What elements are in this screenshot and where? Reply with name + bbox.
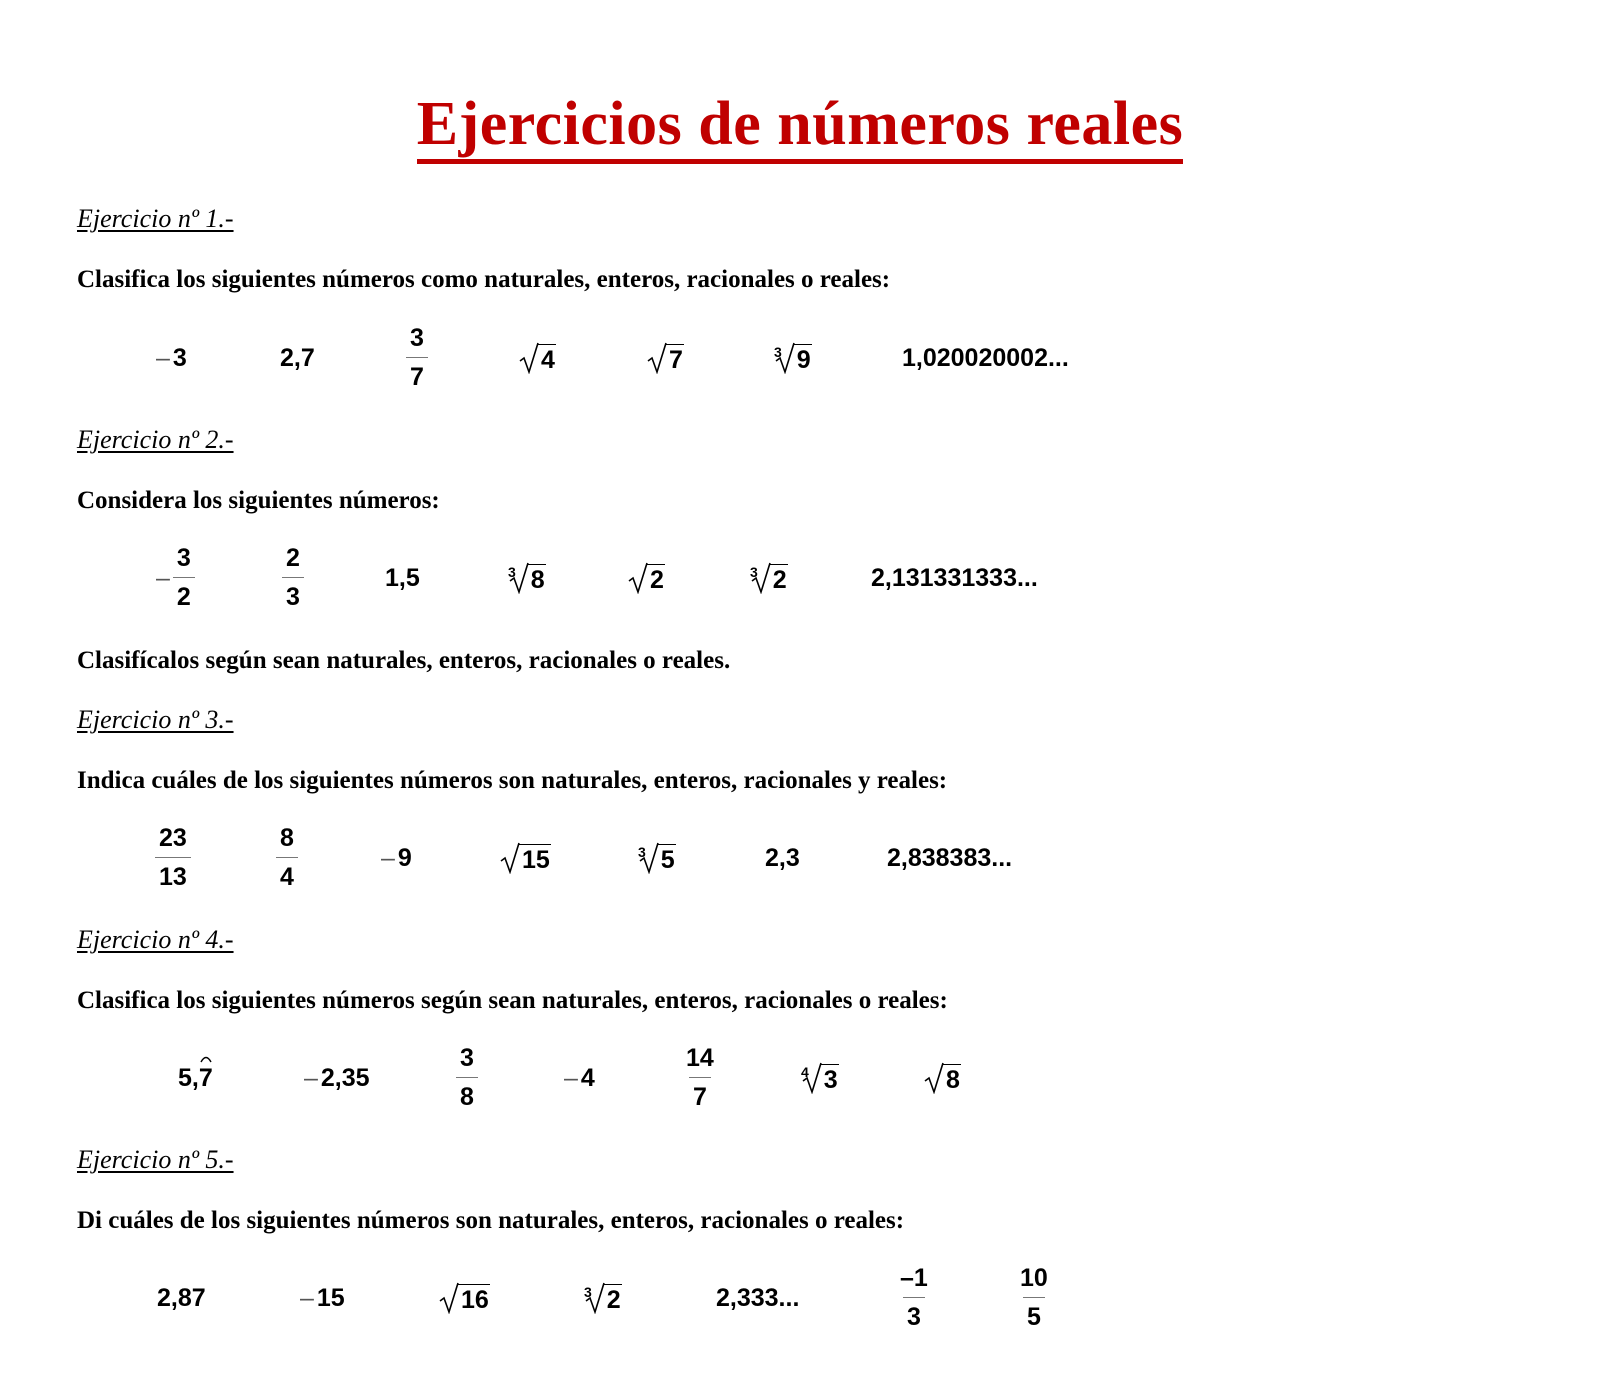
fraction-item	[155, 818, 191, 898]
minus-sign: –	[564, 1063, 578, 1092]
exercise-5-heading: Ejercicio nº 5.-	[77, 1145, 234, 1174]
radical-item	[584, 1258, 622, 1338]
radical-item	[500, 818, 551, 898]
fraction	[682, 1046, 718, 1110]
number-value: 9	[397, 843, 412, 872]
denominator: 7	[689, 1077, 711, 1110]
radicand: 16	[458, 1284, 490, 1313]
square-root	[924, 1062, 961, 1094]
denominator: 5	[1023, 1297, 1045, 1330]
exercise-3-instruction: Indica cuáles de los siguientes números son naturales, enteros, racionales y reales:	[77, 767, 948, 794]
denominator: 8	[456, 1077, 478, 1110]
root-index: 4	[801, 1064, 809, 1080]
exercise-4-heading: Ejercicio nº 4.-	[77, 925, 234, 954]
fraction	[276, 826, 298, 890]
fraction	[406, 326, 428, 390]
number-value: 2,35	[320, 1063, 370, 1092]
number-item	[887, 818, 1012, 898]
numerator: 8	[280, 824, 294, 852]
number-item	[178, 1038, 213, 1118]
number-item	[716, 1258, 799, 1338]
fraction	[173, 546, 195, 610]
radicand: 8	[528, 564, 546, 593]
square-root	[519, 342, 556, 374]
fraction-item	[276, 818, 298, 898]
radicand: 2	[770, 564, 788, 593]
number-item	[385, 538, 420, 618]
number-value: 2,3	[765, 843, 800, 872]
radical-sign-icon	[519, 342, 539, 374]
radical-item	[801, 1038, 839, 1118]
fraction	[282, 546, 304, 610]
number-value: 2,87	[157, 1283, 206, 1312]
exercise-1-numbers	[0, 318, 1600, 398]
numerator: 3	[176, 544, 191, 572]
minus-sign: –	[381, 843, 395, 872]
numerator: 3	[410, 324, 424, 352]
exercise-4-numbers	[0, 1038, 1600, 1118]
radicand: 15	[519, 844, 551, 873]
number-value: 2,838383...	[887, 843, 1013, 872]
numerator: 14	[686, 1044, 714, 1072]
number-value: 3	[172, 343, 187, 372]
page-title-text: Ejercicios de números reales	[417, 92, 1183, 164]
denominator: 4	[276, 857, 298, 890]
fraction-item	[1016, 1258, 1052, 1338]
number-value: 2,333...	[716, 1283, 800, 1312]
periodic-digit	[199, 1064, 213, 1093]
minus-sign: –	[300, 1283, 314, 1312]
fraction	[1016, 1266, 1052, 1330]
number-value: 1,5	[385, 563, 420, 592]
numerator: 23	[159, 824, 187, 852]
square-root	[628, 562, 665, 594]
root-index: 3	[774, 344, 782, 360]
number-value: 15	[316, 1283, 345, 1312]
cube-root	[584, 1282, 622, 1314]
square-root	[647, 342, 684, 374]
number-item	[280, 318, 315, 398]
radical-item	[924, 1038, 961, 1118]
radical-sign-icon	[439, 1282, 459, 1314]
numerator: –1	[900, 1264, 928, 1292]
radicand: 7	[666, 344, 684, 373]
number-value: 2,7	[280, 343, 315, 372]
exercise-1-instruction: Clasifica los siguientes números como naturales, enteros, racionales o reales:	[77, 266, 891, 293]
radicand: 2	[604, 1284, 622, 1313]
minus-sign: –	[156, 343, 170, 372]
radical-sign-icon	[647, 342, 667, 374]
radical-item	[647, 318, 684, 398]
radical-sign-icon	[628, 562, 648, 594]
radical-sign-icon	[924, 1062, 944, 1094]
numerator: 10	[1020, 1264, 1048, 1292]
denominator: 2	[173, 577, 195, 610]
radical-item	[628, 538, 665, 618]
radicand: 8	[943, 1064, 961, 1093]
cube-root	[638, 842, 676, 874]
number-item	[381, 818, 412, 898]
square-root	[439, 1282, 490, 1314]
number-value: 4	[580, 1063, 595, 1092]
radical-item	[508, 538, 546, 618]
radical-item	[774, 318, 812, 398]
exercise-2-numbers	[0, 538, 1600, 618]
cube-root	[774, 342, 812, 374]
fraction-item	[682, 1038, 718, 1118]
fraction-item	[156, 538, 195, 618]
fraction-item	[896, 1258, 932, 1338]
fraction	[896, 1266, 932, 1330]
radical-item	[439, 1258, 490, 1338]
number-value: 5,	[178, 1063, 199, 1092]
radicand: 3	[821, 1064, 839, 1093]
exercise-2-instruction: Considera los siguientes números:	[77, 487, 440, 514]
numerator: 2	[286, 544, 300, 572]
root-index: 3	[508, 564, 516, 580]
radicand: 5	[658, 844, 676, 873]
fourth-root	[801, 1062, 839, 1094]
fraction-item	[406, 318, 428, 398]
number-item	[157, 1258, 206, 1338]
denominator: 13	[155, 857, 191, 890]
radicand: 9	[794, 344, 812, 373]
period-arc-icon	[200, 1055, 212, 1063]
exercise-5-numbers	[0, 1258, 1600, 1338]
fraction	[155, 826, 191, 890]
exercise-3-heading: Ejercicio nº 3.-	[77, 705, 234, 734]
number-item	[304, 1038, 370, 1118]
number-value: 2,131331333...	[871, 563, 1038, 592]
fraction-item	[282, 538, 304, 618]
radical-item	[750, 538, 788, 618]
radical-item	[638, 818, 676, 898]
exercise-2-heading: Ejercicio nº 2.-	[77, 425, 234, 454]
denominator: 3	[282, 577, 304, 610]
radical-sign-icon	[500, 842, 520, 874]
fraction-item	[456, 1038, 478, 1118]
radicand: 2	[647, 564, 665, 593]
radicand: 4	[538, 344, 556, 373]
fraction	[456, 1046, 478, 1110]
number-item	[300, 1258, 345, 1338]
number-item	[564, 1038, 595, 1118]
number-item	[156, 318, 187, 398]
square-root	[500, 842, 551, 874]
number-item	[765, 818, 800, 898]
exercise-1-heading: Ejercicio nº 1.-	[77, 204, 234, 233]
cube-root	[508, 562, 546, 594]
number-item	[902, 318, 1069, 398]
number-item	[871, 538, 1038, 618]
denominator: 7	[406, 357, 428, 390]
exercise-5-instruction: Di cuáles de los siguientes números son naturales, enteros, racionales o reales:	[77, 1207, 905, 1234]
root-index: 3	[638, 844, 646, 860]
root-index: 3	[584, 1284, 592, 1300]
minus-sign: –	[304, 1063, 318, 1092]
page-title	[0, 92, 1600, 164]
exercise-4-instruction: Clasifica los siguientes números según sean naturales, enteros, racionales o reales:	[77, 987, 948, 1014]
cube-root	[750, 562, 788, 594]
exercise-2-instruction-2: Clasifícalos según sean naturales, enteros, racionales o reales.	[77, 647, 731, 674]
exercise-3-numbers	[0, 818, 1600, 898]
root-index: 3	[750, 564, 758, 580]
radical-item	[519, 318, 556, 398]
number-value: 7	[198, 1063, 213, 1092]
number-value: 1,020020002...	[902, 343, 1069, 372]
numerator: 3	[460, 1044, 474, 1072]
minus-sign: –	[156, 563, 170, 592]
denominator: 3	[903, 1297, 925, 1330]
